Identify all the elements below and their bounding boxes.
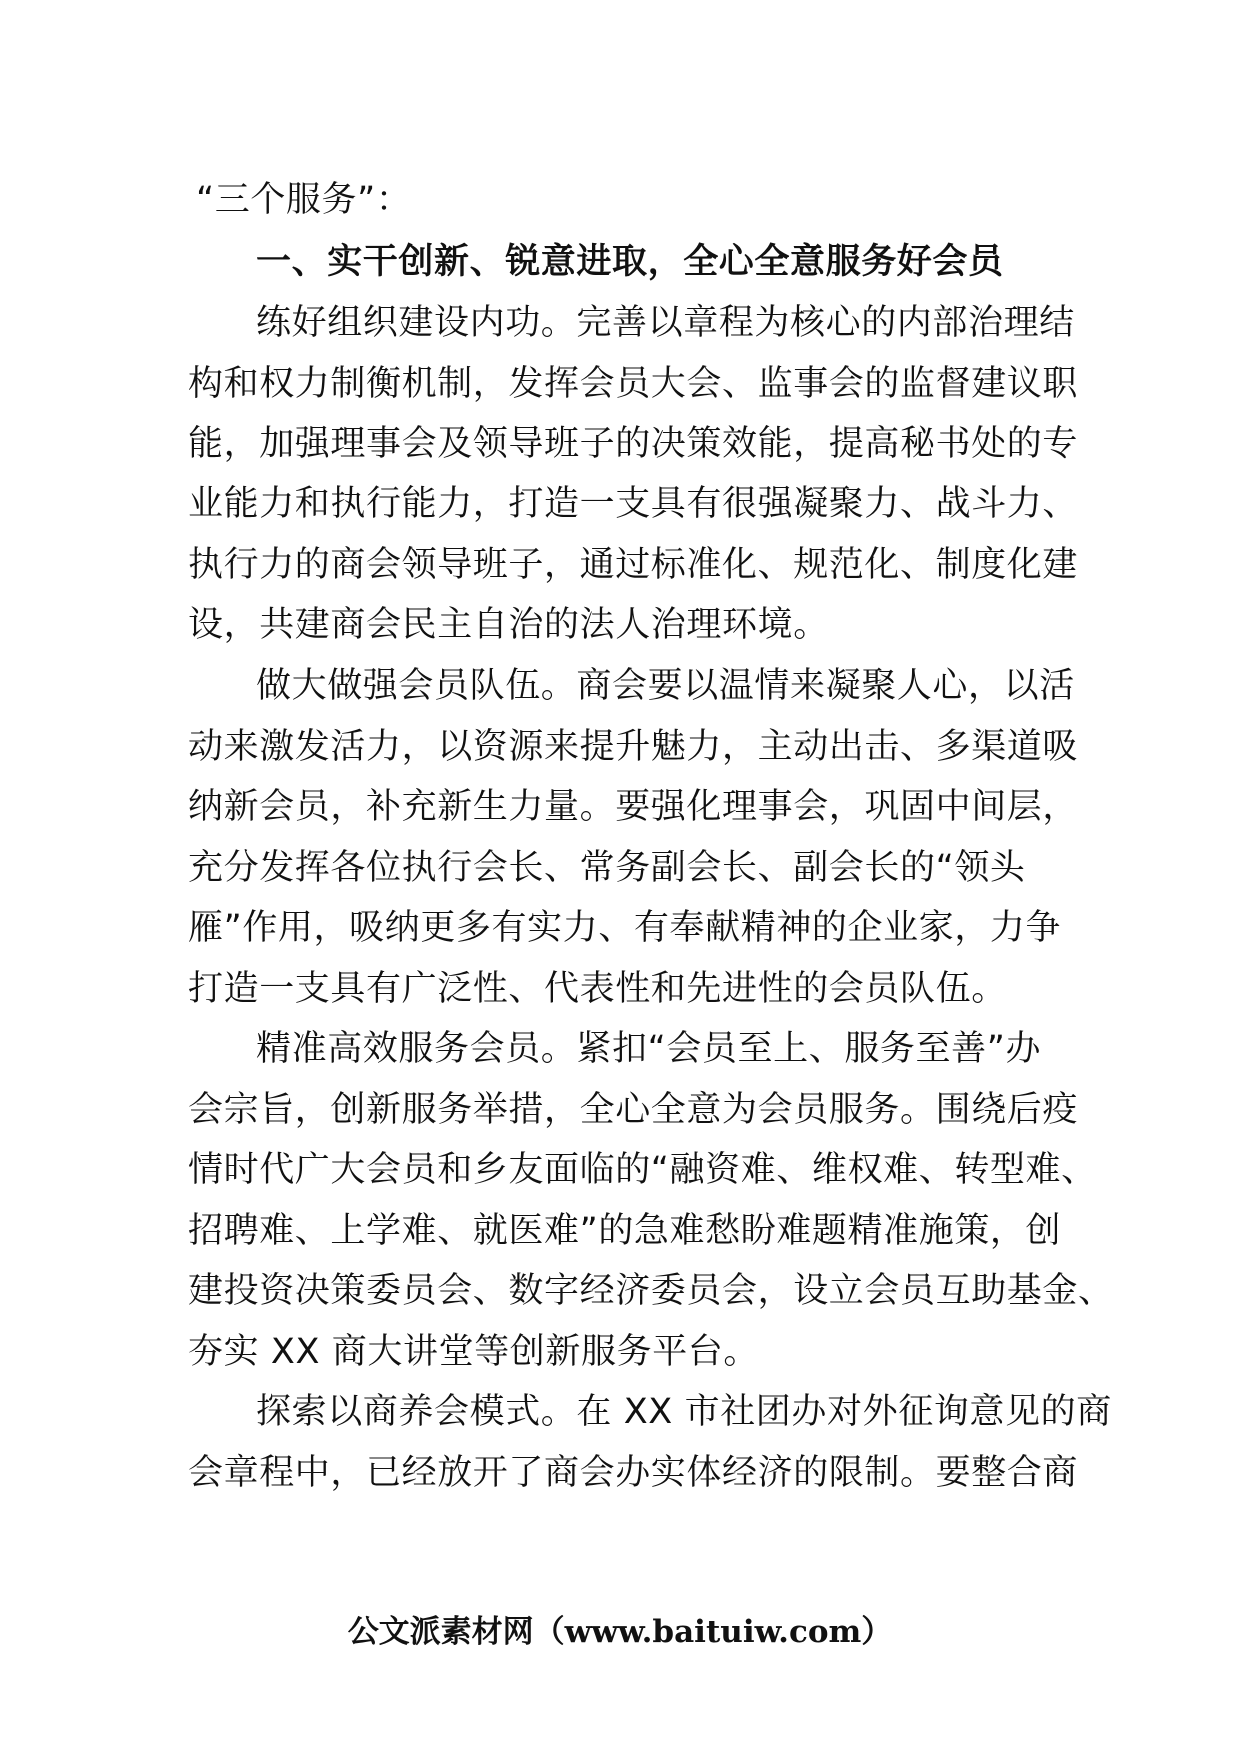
paragraph-4-line-1: 探索以商养会模式。在 XX 市社团办对外征询意见的商 xyxy=(256,1392,1112,1432)
paragraph-1-line-1: 练好组织建设内功。完善以章程为核心的内部治理结 xyxy=(256,303,1075,343)
paragraph-1-line-3: 能，加强理事会及领导班子的决策效能，提高秘书处的专 xyxy=(188,424,1079,464)
paragraph-3-line-4: 招聘难、上学难、就医难”的急难愁盼难题精准施策，创 xyxy=(188,1211,1062,1251)
paragraph-4-line-2: 会章程中，已经放开了商会办实体经济的限制。要整合商 xyxy=(188,1453,1079,1493)
paragraph-2-line-2: 动来激发活力，以资源来提升魅力，主动出击、多渠道吸 xyxy=(188,727,1079,767)
paragraph-1-line-4: 业能力和执行能力，打造一支具有很强凝聚力、战斗力、 xyxy=(188,484,1079,524)
paragraph-3-line-1: 精准高效服务会员。紧扣“会员至上、服务至善”办 xyxy=(256,1029,1042,1069)
footer-watermark: 公文派素材网（www.baituiw.com） xyxy=(347,1614,893,1650)
paragraph-3-line-2: 会宗旨，创新服务举措，全心全意为会员服务。围绕后疫 xyxy=(188,1090,1079,1130)
paragraph-2-line-6: 打造一支具有广泛性、代表性和先进性的会员队伍。 xyxy=(188,969,1007,1009)
paragraph-3-line-6: 夯实 XX 商大讲堂等创新服务平台。 xyxy=(188,1332,760,1372)
paragraph-3-line-3: 情时代广大会员和乡友面临的“融资难、维权难、转型难、 xyxy=(188,1150,1097,1190)
paragraph-2-line-5: 雁”作用，吸纳更多有实力、有奉献精神的企业家，力争 xyxy=(188,908,1062,948)
intro-line: “三个服务”： xyxy=(196,180,412,220)
paragraph-2-line-3: 纳新会员，补充新生力量。要强化理事会，巩固中间层， xyxy=(188,787,1079,827)
paragraph-1-line-6: 设，共建商会民主自治的法人治理环境。 xyxy=(188,605,829,645)
paragraph-2-line-4: 充分发挥各位执行会长、常务副会长、副会长的“领头 xyxy=(188,848,1026,888)
section-heading: 一、实干创新、锐意进取，全心全意服务好会员 xyxy=(256,242,1004,282)
paragraph-3-line-5: 建投资决策委员会、数字经济委员会，设立会员互助基金、 xyxy=(188,1271,1114,1311)
paragraph-2-line-1: 做大做强会员队伍。商会要以温情来凝聚人心，以活 xyxy=(256,666,1075,706)
paragraph-1-line-5: 执行力的商会领导班子，通过标准化、规范化、制度化建 xyxy=(188,545,1079,585)
paragraph-1-line-2: 构和权力制衡机制，发挥会员大会、监事会的监督建议职 xyxy=(188,364,1079,404)
